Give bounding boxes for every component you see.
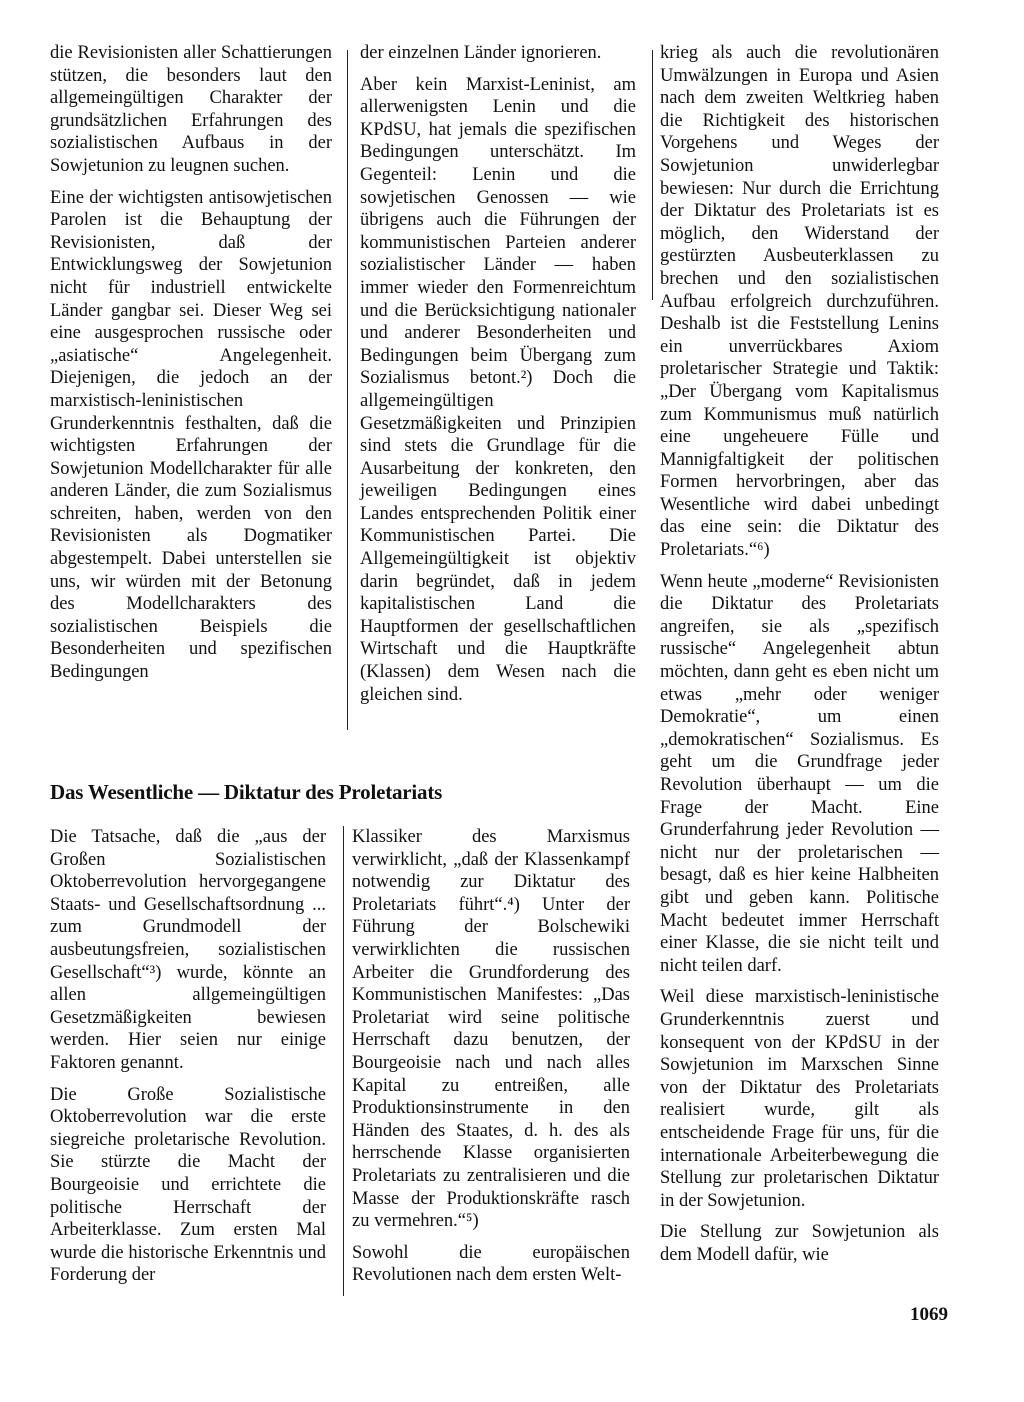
- paragraph: Klassiker des Marxismus verwirklicht, „daß der Klassenkampf notwendig zur Diktatur des Proletariats führt“.⁴) Unter der Führung der Bolschewiki verwirklichten die russischen Arbeiter die Grundforderung des Kommunistischen Manifestes: „Das Proletariat wird seine politische Herrschaft dazu benutzen, der Bourgeoisie nach und nach alles Kapital zu entreißen, alle Produktionsinstrumente in den Händen des Staates, d. h. des als herrschende Klasse organisierten Proletariats zu zentralisieren und die Masse der Produktionskräfte rasch zu vermehren.“⁵): [352, 827, 630, 1232]
- page-number: 1069: [910, 1304, 948, 1325]
- top-column-2: [360, 42, 636, 706]
- paragraph: der einzelnen Länder ignorieren.: [360, 43, 602, 63]
- section-heading: Das Wesentliche — Diktatur des Proletariats: [50, 780, 443, 804]
- bottom-column-2: [352, 826, 630, 1287]
- paragraph: Die Tatsache, daß die „aus der Großen Sozialistischen Oktoberrevolution hervorgegangene Staats- und Gesellschaftsordnung ... zum Grundmodell der ausbeutungsfreien, sozialistischen Gesellschaft“³) wurde, könnte an allen allgemeingültigen Gesetzmäßigkeiten bewiesen werden. Hier seien nur einige Faktoren genannt.: [50, 827, 326, 1073]
- paragraph: Die Große Sozialistische Oktoberrevolution war die erste siegreiche proletarische Revolution. Sie stürzte die Macht der Bourgeoisie und errichtete die politische Herrschaft der Arbeiterklasse. Zum ersten Mal wurde die historische Erkenntnis und Forderung der: [50, 1084, 326, 1286]
- bottom-column-1: [50, 826, 326, 1287]
- paragraph: Eine der wichtigsten antisowjetischen Parolen ist die Behauptung der Revisionisten, daß der Entwicklungsweg der Sowjetunion nicht für industriell entwickelte Länder gangbar sei. Dieser Weg sei eine ausgesprochen russische oder „asiatische“ Angelegenheit. Diejenigen, die jedoch an der marxistisch-leninistischen Grunderkenntnis festhalten, daß die wichtigsten Erfahrungen der Sowjetunion Modellcharakter für alle anderen Länder, die zum Sozialismus schreiten, haben, werden von den Revisionisten als Dogmatiker abgestempelt. Dabei unterstellen sie uns, wir würden mit der Betonung des Modellcharakters des sozialistischen Beispiels die Besonderheiten und spezifischen Bedingungen: [50, 187, 332, 683]
- column-rule: [347, 50, 348, 730]
- column-rule: [343, 826, 344, 1296]
- paragraph: die Revisionisten aller Schattierungen stützen, die besonders laut den allgemeingültigen Charakter der grundsätzlichen Erfahrungen des sozialistischen Aufbaus in der Sowjetunion zu leugnen suchen.: [50, 43, 332, 176]
- column-rule: [652, 50, 653, 300]
- paragraph: Aber kein Marxist-Leninist, am allerwenigsten Lenin und die KPdSU, hat jemals die spezifischen Bedingungen unterschätzt. Im Gegenteil: Lenin und die sowjetischen Genossen — wie übrigens auch die Führungen der kommunistischen Parteien anderer sozialistischer Länder — haben immer wieder den Formenreichtum und die Berücksichtigung nationaler und anderer Besonderheiten und Bedingungen beim Übergang zum Sozialismus betont.²) Doch die allgemeingültigen Gesetzmäßigkeiten und Prinzipien sind stets die Grundlage für die Ausarbeitung der konkreten, den jeweiligen Bedingungen eines Landes entsprechenden Politik einer Kommunistischen Partei. Die Allgemeingültigkeit ist objektiv darin begründet, daß in jedem kapitalistischen Land die Hauptformen der gesellschaftlichen Wirtschaft und die Hauptkräfte (Klassen) dem Wesen nach die gleichen sind.: [360, 74, 636, 705]
- paragraph: Wenn heute „moderne“ Revisionisten die Diktatur des Proletariats angreifen, sie als „spezifisch russische“ Angelegenheit abtun möchten, dann geht es eben nicht um etwas „mehr oder weniger Demokratie“, um einen „demokratischen“ Sozialismus. Es geht um die Grundfrage jeder Revolution überhaupt — um die Frage der Macht. Eine Grunderfahrung jeder Revolution — nicht nur der proletarischen — besagt, daß es hier keine Halbheiten gibt und geben kann. Politische Macht bedeutet immer Herrschaft einer Klasse, die sie nicht teilt und nicht teilen darf.: [660, 571, 939, 976]
- paragraph: Weil diese marxistisch-leninistische Grunderkenntnis zuerst und konsequent von der KPdSU in der Sowjetunion im Marxschen Sinne von der Diktatur des Proletariats realisiert wurde, gilt als entscheidende Frage für uns, für die internationale Arbeiterbewegung die Stellung zur proletarischen Diktatur in der Sowjetunion.: [660, 987, 939, 1211]
- paragraph: krieg als auch die revolutionären Umwälzungen in Europa und Asien nach dem zweiten Weltkrieg haben die Richtigkeit des historischen Vorgehens und Weges der Sowjetunion unwiderlegbar bewiesen: Nur durch die Errichtung der Diktatur des Proletariats ist es möglich, den Widerstand der gestürzten Ausbeuterklassen zu brechen und den sozialistischen Aufbau erfolgreich durchzuführen. Deshalb ist die Feststellung Lenins ein unverrückbares Axiom proletarischer Strategie und Taktik: „Der Übergang vom Kapitalismus zum Kommunismus muß natürlich eine ungeheuere Fülle und Mannigfaltigkeit der politischen Formen hervorbringen, aber das Wesentliche wird dabei unbedingt das eine sein: die Diktatur des Proletariats.“⁶): [660, 43, 939, 561]
- paragraph: Die Stellung zur Sowjetunion als dem Modell dafür, wie: [660, 1222, 939, 1265]
- top-column-1: [50, 42, 332, 684]
- paragraph: Sowohl die europäischen Revolutionen nach dem ersten Welt-: [352, 1242, 630, 1286]
- right-column: [660, 42, 939, 1266]
